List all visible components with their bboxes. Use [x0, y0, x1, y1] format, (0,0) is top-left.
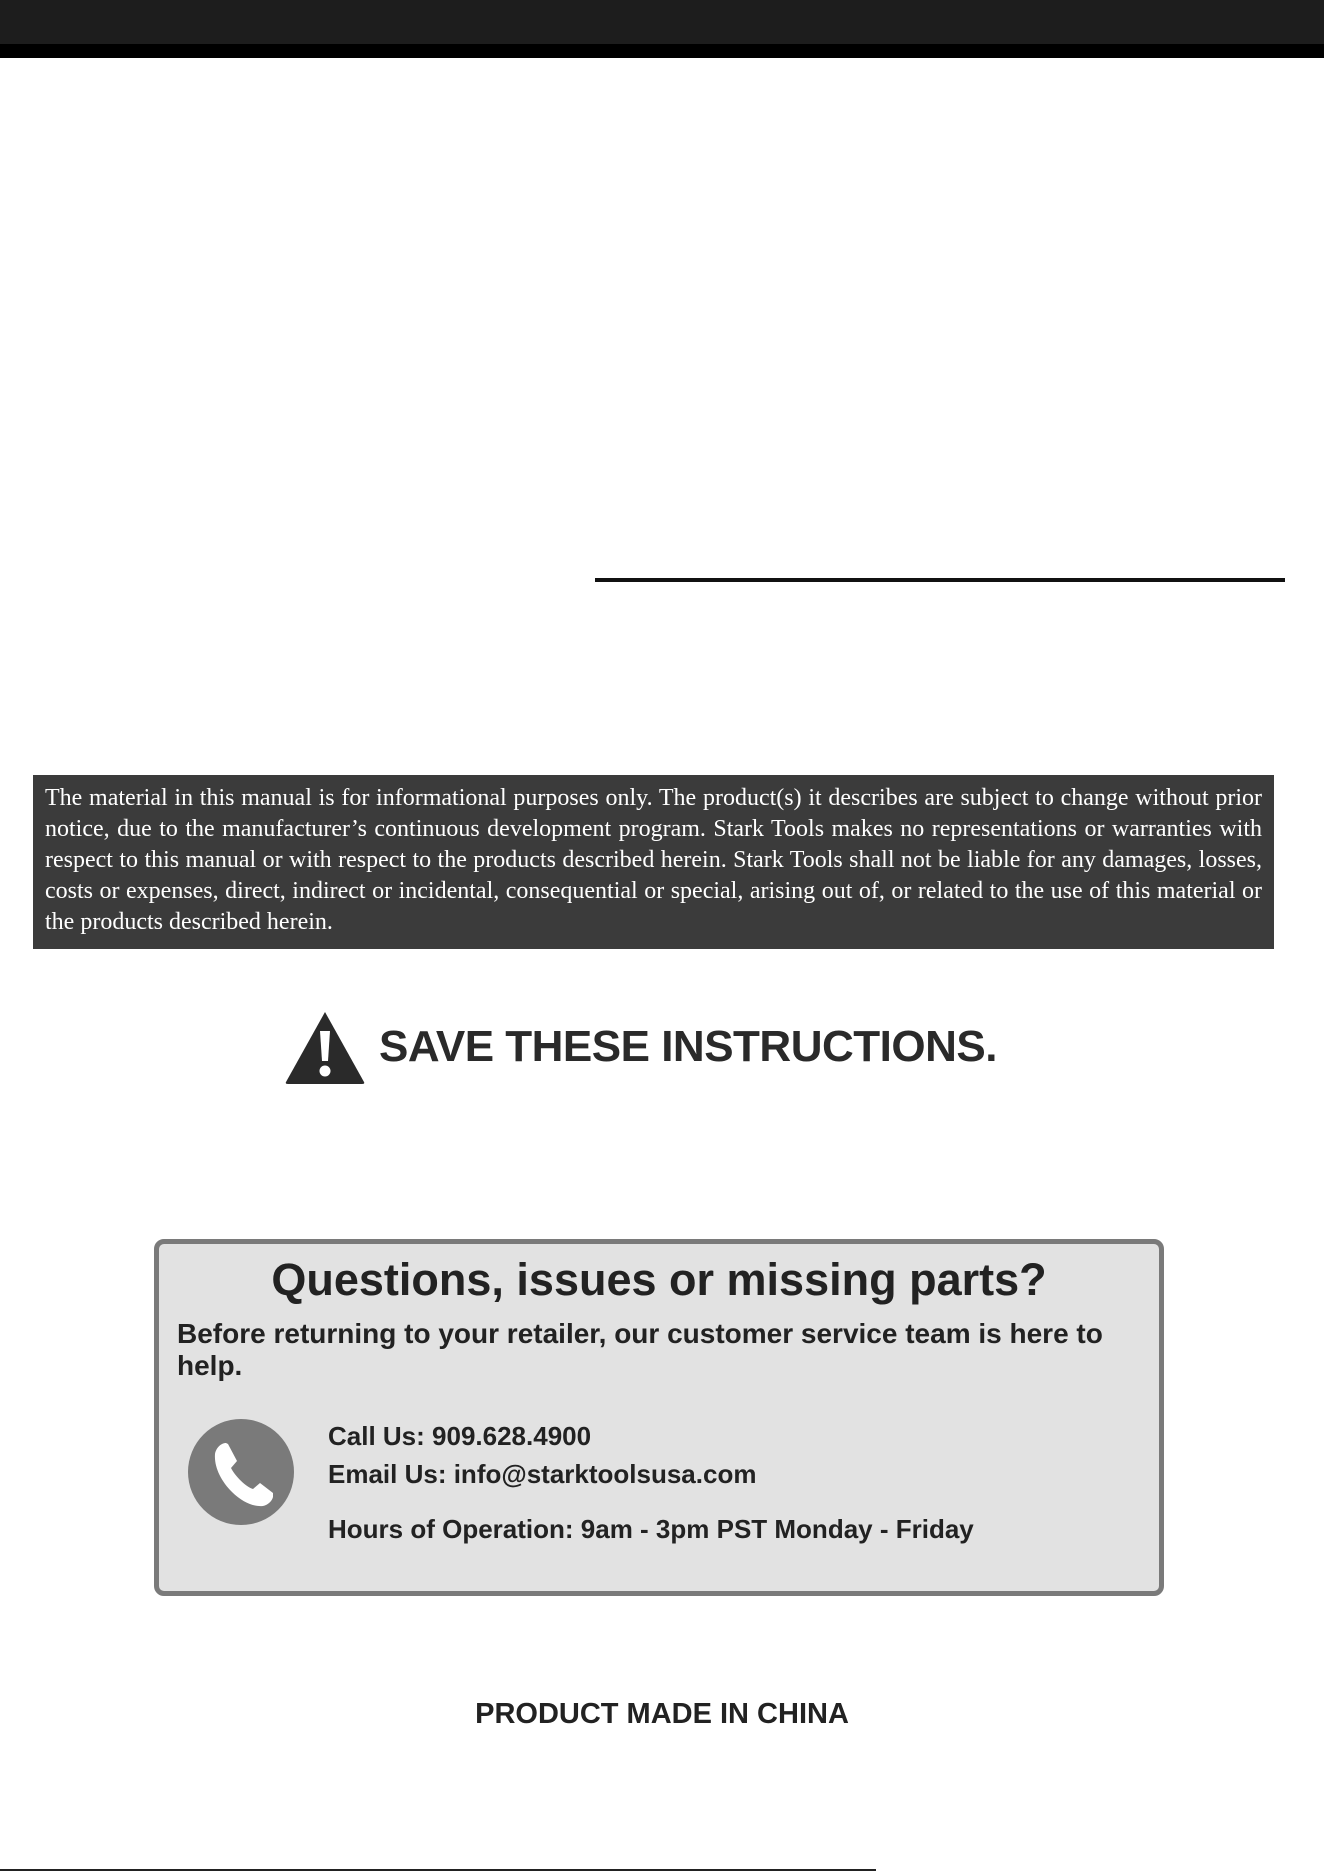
top-header-bar — [0, 0, 1324, 58]
hours-line: Hours of Operation: 9am - 3pm PST Monday - Friday — [328, 1514, 974, 1544]
disclaimer-box — [33, 775, 1274, 949]
country-of-origin: PRODUCT MADE IN CHINA — [475, 1698, 849, 1730]
support-heading: Questions, issues or missing parts? — [271, 1254, 1047, 1305]
horizontal-divider — [595, 578, 1285, 582]
phone-icon — [188, 1419, 294, 1525]
email-us-line: Email Us: info@starktoolsusa.com — [328, 1459, 757, 1489]
warning-triangle-icon — [283, 1009, 367, 1085]
disclaimer-text: The material in this manual is for informational purposes only. The product(s) it describes are subject to change without prior notice, due to the manufacturer’s continuous development program. Stark Tools makes no representations or warranties with respect to this manual or with respect to the products described herein. Stark Tools shall not be liable for any damages, losses, costs or expenses, direct, indirect or incidental, consequential or special, arising out of, or related to the use of this material or the products described herein. — [45, 785, 1262, 935]
save-instructions-notice — [283, 1008, 997, 1086]
save-instructions-text: SAVE THESE INSTRUCTIONS. — [379, 1022, 997, 1071]
support-intro: Before returning to your retailer, our customer service team is here to help. — [177, 1318, 1103, 1381]
call-us-line: Call Us: 909.628.4900 — [328, 1421, 592, 1451]
footer-rule — [0, 1869, 876, 1871]
customer-support-box — [154, 1239, 1164, 1596]
